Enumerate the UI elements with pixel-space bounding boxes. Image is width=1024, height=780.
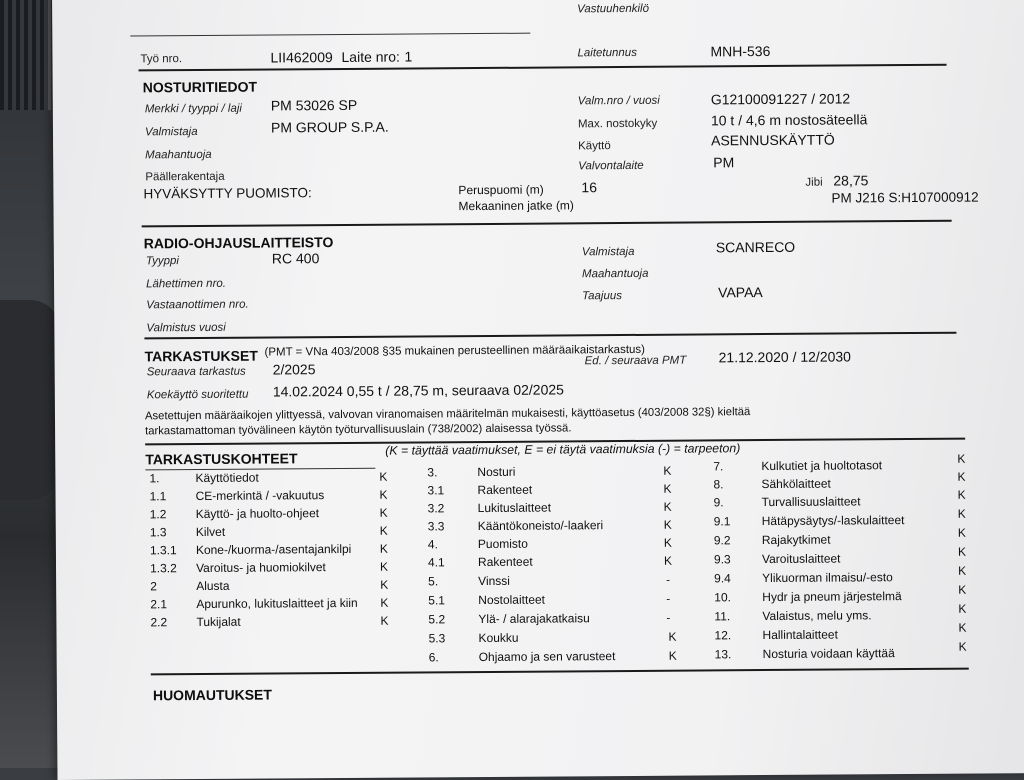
checkpoint-name: Kulkutiet ja huoltotasot: [761, 458, 883, 474]
checkpoint-name: Hätäpysäytys/-laskulaitteet: [761, 513, 905, 529]
divider: [144, 332, 956, 340]
checkpoint-status: K: [957, 544, 967, 559]
device-id-label: Laitetunnus: [577, 46, 637, 60]
checkpoint-status: K: [379, 469, 388, 484]
checkpoint-status: K: [379, 505, 388, 520]
checkpoint-status: K: [379, 559, 389, 574]
checkpoint-status: -: [666, 610, 671, 625]
main-contractor-label: Päällerakentaja: [145, 170, 225, 184]
checkpoint-no: 5.2: [428, 612, 446, 627]
radio-type-value: RC 400: [271, 250, 320, 267]
checkpoint-status: K: [379, 541, 388, 556]
checkpoint-status: K: [663, 517, 672, 532]
checkpoint-name: Ohjaamo ja sen varusteet: [478, 649, 616, 665]
checkpoint-name: Käyttötiedot: [195, 470, 259, 486]
make-value: PM 53026 SP: [270, 96, 358, 114]
checkpoint-status: K: [380, 577, 389, 592]
checkpoint-name: Rakenteet: [477, 554, 533, 570]
checkpoint-status: K: [957, 451, 966, 466]
checkpoint-no: 10.: [714, 590, 731, 605]
crane-section-title: NOSTURITIEDOT: [142, 78, 258, 96]
checkpoint-no: 5.1: [428, 593, 446, 608]
checkpoint-status: K: [379, 487, 388, 502]
capacity-label: Max. nostokyky: [577, 117, 658, 131]
usage-value: ASENNUSKÄYTTÖ: [711, 131, 835, 149]
checkpoint-status: K: [663, 481, 672, 496]
checkpoint-name: Hallintalaitteet: [762, 627, 838, 643]
inspections-note: (PMT = VNa 403/2008 §35 mukainen perusteellinen määräaikaistarkastus): [264, 343, 646, 359]
checkpoint-name: Alusta: [196, 578, 230, 594]
work-no-value: LII462009: [270, 49, 333, 66]
notice-line-1: Asetettujen määräaikojen ylittyessä, valvovan viranomaisen määritelmän mukaisesti, käyttöasetus (403/2008 32§) kieltää: [144, 406, 751, 423]
checkpoints-section-title: TARKASTUSKOHTEET: [145, 450, 298, 468]
checkpoint-no: 2.1: [150, 597, 168, 612]
jib-label: Jibi: [805, 176, 823, 189]
checkpoint-status: K: [958, 601, 967, 616]
checkpoint-no: 9.3: [713, 552, 731, 567]
checkpoint-name: Kilvet: [195, 524, 226, 540]
jib-model: PM J216 S:H107000912: [831, 189, 979, 206]
checkpoint-status: K: [957, 487, 966, 502]
checkpoint-name: Hydr ja pneum järjestelmä: [762, 589, 902, 605]
receiver-label: Vastaanottimen nro.: [146, 298, 249, 312]
checkpoint-status: K: [957, 525, 966, 540]
checkpoint-status: K: [958, 639, 967, 654]
checkpoint-no: 4.1: [427, 555, 445, 570]
jib-value: 28,75: [833, 172, 869, 189]
checkpoint-status: K: [380, 595, 389, 610]
checkpoint-status: K: [663, 463, 672, 478]
checkpoint-name: Nosturi: [477, 464, 516, 480]
checkpoint-status: K: [957, 506, 966, 521]
checkpoint-no: 5.: [428, 574, 439, 589]
checkpoint-no: 9.1: [713, 514, 731, 529]
checkpoint-no: 7.: [713, 459, 724, 474]
divider: [145, 468, 375, 471]
radio-manufacturer-label: Valmistaja: [581, 245, 635, 259]
divider: [151, 668, 969, 676]
checkpoint-no: 13.: [714, 647, 732, 662]
checkpoint-status: -: [666, 572, 671, 587]
pmt-label: Ed. / seuraava PMT: [584, 354, 687, 368]
work-no-label: Työ nro.: [140, 53, 183, 66]
checkpoints-legend: (K = täyttää vaatimukset, E = ei täytä vaatimuksia (-) = tarpeeton): [385, 441, 741, 458]
checkpoint-no: 4.: [427, 537, 438, 552]
base-boom-label: Peruspuomi (m): [458, 182, 544, 198]
checkpoint-status: K: [958, 582, 967, 597]
checkpoint-name: Kääntökoneisto/-laakeri: [477, 518, 604, 534]
inspection-document: [52, 0, 1024, 780]
radio-section-title: RADIO-OHJAUSLAITTEISTO: [143, 234, 334, 252]
checkpoint-status: -: [666, 591, 671, 606]
inspections-section-title: TARKASTUKSET: [144, 347, 258, 365]
test-value: 14.02.2024 0,55 t / 28,75 m, seuraava 02/2025: [272, 381, 564, 400]
transmitter-label: Lähettimen nro.: [146, 277, 227, 291]
manufacturer-label: Valmistaja: [144, 125, 198, 139]
checkpoint-no: 3.: [427, 465, 438, 480]
radio-year-label: Valmistus vuosi: [146, 321, 226, 335]
checkpoint-status: K: [380, 613, 389, 628]
checkpoint-no: 1.3.1: [149, 543, 177, 558]
checkpoint-name: Ylä- / alarajakatkaisu: [478, 611, 590, 627]
checkpoint-no: 1.3.2: [149, 561, 177, 576]
checkpoint-no: 3.3: [427, 519, 445, 534]
divider: [142, 220, 952, 228]
checkpoint-no: 12.: [714, 628, 732, 643]
checkpoint-status: K: [663, 535, 672, 550]
checkpoint-no: 9.2: [713, 533, 731, 548]
checkpoint-no: 2: [150, 579, 157, 594]
approved-boom-label: HYVÄKSYTTY PUOMISTO:: [143, 185, 312, 202]
manufacturer-value: PM GROUP S.P.A.: [270, 118, 389, 136]
device-no-value: 1: [404, 48, 413, 65]
checkpoint-name: Sähkölaitteet: [761, 476, 831, 492]
checkpoint-status: K: [663, 499, 672, 514]
usage-label: Käyttö: [578, 140, 611, 153]
checkpoint-name: Rajakytkimet: [761, 532, 831, 548]
base-boom-value: 16: [581, 179, 598, 196]
checkpoint-status: K: [379, 523, 388, 538]
checkpoint-no: 1.2: [149, 507, 167, 522]
checkpoint-status: K: [663, 553, 673, 568]
divider: [130, 33, 530, 37]
mech-ext-label: Mekaaninen jatke (m): [458, 198, 574, 214]
checkpoint-no: 1.1: [149, 489, 167, 504]
serial-value: G12100091227 / 2012: [710, 90, 851, 108]
checkpoint-name: Lukituslaitteet: [477, 500, 552, 516]
checkpoint-name: Puomisto: [477, 536, 528, 552]
remarks-section-title: HUOMAUTUKSET: [152, 686, 272, 704]
device-id-value: MNH-536: [710, 42, 771, 60]
test-label: Koekäyttö suoritettu: [146, 388, 249, 402]
checkpoint-status: K: [958, 620, 967, 635]
frequency-value: VAPAA: [718, 284, 763, 301]
control-label: Valvontalaite: [578, 159, 644, 173]
checkpoint-status: K: [958, 563, 967, 578]
make-label: Merkki / tyyppi / laji: [144, 102, 243, 116]
importer-label: Maahantuoja: [145, 148, 212, 162]
next-inspection-label: Seuraava tarkastus: [146, 365, 246, 379]
radio-manufacturer-value: SCANRECO: [715, 238, 796, 256]
checkpoint-no: 3.2: [427, 501, 445, 516]
checkpoint-name: Varoituslaitteet: [761, 551, 841, 567]
device-no-label: Laite nro:: [341, 48, 400, 65]
checkpoint-no: 9.: [713, 495, 724, 510]
next-inspection-value: 2/2025: [272, 361, 316, 378]
checkpoint-no: 1.3: [149, 525, 167, 540]
pmt-value: 21.12.2020 / 12/2030: [718, 348, 851, 366]
checkpoint-name: Turvallisuuslaitteet: [761, 494, 861, 510]
checkpoint-no: 8.: [713, 477, 724, 492]
checkpoint-name: Rakenteet: [477, 482, 533, 498]
checkpoint-name: Apurunko, lukituslaitteet ja kiin: [196, 595, 358, 612]
checkpoint-no: 3.1: [427, 483, 445, 498]
checkpoint-name: Varoitus- ja huomiokilvet: [195, 560, 326, 576]
checkpoint-name: Kone-/kuorma-/asentajankilpi: [195, 541, 352, 558]
checkpoint-name: Nostolaitteet: [478, 592, 546, 608]
radio-type-label: Tyyppi: [145, 255, 179, 268]
checkpoint-name: CE-merkintä / -vakuutus: [195, 488, 325, 504]
radio-importer-label: Maahantuoja: [581, 267, 649, 281]
capacity-value: 10 t / 4,6 m nostosäteellä: [710, 111, 868, 129]
air-vent: [0, 0, 51, 110]
checkpoint-name: Nosturia voidaan käyttää: [762, 646, 895, 662]
checkpoint-name: Vinssi: [478, 573, 510, 589]
checkpoint-status: K: [957, 469, 966, 484]
checkpoint-status: K: [668, 648, 677, 663]
checkpoint-no: 6.: [428, 650, 439, 665]
checkpoint-name: Valaistus, melu yms.: [762, 608, 872, 624]
checkpoint-no: 2.2: [150, 615, 168, 630]
frequency-label: Taajuus: [582, 290, 623, 303]
divider: [139, 64, 947, 72]
serial-label: Valm.nro / vuosi: [577, 94, 660, 108]
checkpoint-no: 5.3: [428, 631, 446, 646]
checkpoint-no: 1.: [149, 471, 160, 486]
checkpoint-no: 9.4: [714, 571, 731, 586]
checkpoint-name: Tukijalat: [196, 614, 241, 630]
checkpoint-name: Käyttö- ja huolto-ohjeet: [195, 506, 320, 522]
checkpoint-name: Ylikuorman ilmaisu/-esto: [762, 570, 893, 586]
responsible-label: Vastuuhenkilö: [577, 2, 650, 16]
control-value: PM: [713, 154, 735, 171]
checkpoint-name: Koukku: [478, 630, 519, 646]
door-handle: [0, 300, 60, 500]
notice-line-2: tarkastamattoman työvälineen käytön työturvallisuuslain (738/2002) alaisessa työssä.: [145, 422, 572, 438]
checkpoint-status: K: [668, 629, 677, 644]
checkpoint-no: 11.: [714, 609, 731, 624]
